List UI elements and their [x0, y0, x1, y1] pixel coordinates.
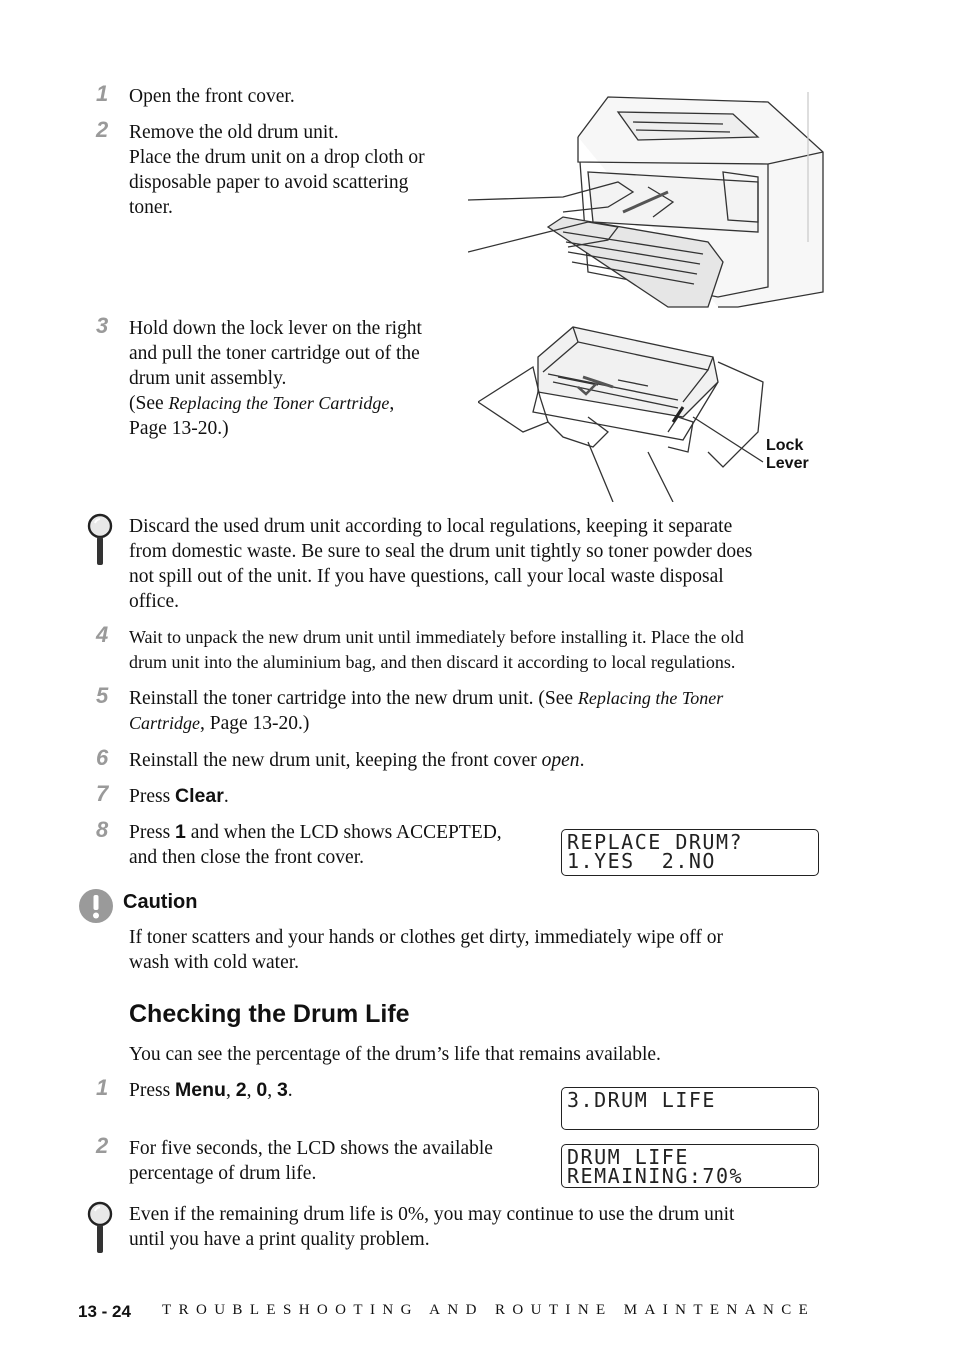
lcd-display-replace-drum [561, 829, 819, 876]
lcd-line: REMAINING:70% [567, 1164, 744, 1188]
see-suffix: , [389, 393, 395, 414]
lcd-line: DRUM LIFE [567, 1145, 689, 1169]
step-line-text: Reinstall the new drum unit, keeping the front cover [129, 750, 542, 771]
printer-front-cover-illustration [468, 92, 830, 314]
step-number: 2 [96, 117, 109, 142]
step-line-text: Press [129, 786, 176, 807]
note-line: from domestic waste. Be sure to seal the drum unit tightly so toner powder does [129, 541, 753, 562]
key-name: 0 [256, 1079, 268, 1101]
step-number: 4 [96, 622, 109, 647]
caption-line: Lever [766, 455, 809, 472]
step-number: 5 [96, 683, 109, 708]
step-number: 1 [96, 81, 109, 106]
step-line [129, 391, 422, 416]
step-number: 1 [96, 1075, 109, 1100]
note-line: until you have a print quality problem. [129, 1229, 430, 1250]
cross-reference: Replacing the Toner [577, 688, 724, 708]
step-text [129, 686, 723, 736]
step-line: toner. [129, 197, 173, 218]
key-name: 2 [235, 1079, 247, 1101]
note-text [129, 1202, 734, 1252]
step-text [129, 120, 425, 220]
step-line-text: . [287, 1080, 293, 1101]
caution-icon [78, 888, 114, 924]
caution-line: If toner scatters and your hands or clothes get dirty, immediately wipe off or [129, 927, 724, 948]
caution-line: wash with cold water. [129, 952, 300, 973]
step-line-text: . [579, 750, 585, 771]
chapter-title: TROUBLESHOOTING AND ROUTINE MAINTENANCE [162, 1302, 816, 1318]
step-line [129, 711, 723, 736]
step-line: Page 13-20.) [129, 418, 229, 439]
lcd-line: 3.DRUM LIFE [567, 1088, 716, 1112]
step-line-text: Press [129, 1080, 176, 1101]
separator: , [267, 1080, 277, 1101]
lcd-line: REPLACE DRUM? [567, 830, 744, 854]
magnifier-note-icon [86, 1200, 114, 1256]
step-line-text: . [223, 786, 229, 807]
see-prefix: (See [129, 393, 169, 414]
emphasis: open [541, 750, 580, 771]
step-line [129, 686, 723, 711]
step-line: For five seconds, the LCD shows the available [129, 1138, 493, 1159]
key-name: Clear [175, 785, 224, 807]
step-line: Place the drum unit on a drop cloth or [129, 147, 425, 168]
step-line: and then close the front cover. [129, 847, 364, 868]
separator: , [225, 1080, 236, 1101]
magnifier-note-icon [86, 512, 114, 568]
step-line: Open the front cover. [129, 86, 295, 107]
step-line [129, 820, 502, 845]
caution-title: Caution [123, 891, 198, 913]
note-line: not spill out of the unit. If you have questions, call your local waste disposal [129, 566, 724, 587]
section-heading: Checking the Drum Life [129, 1000, 410, 1028]
note-line: office. [129, 591, 179, 612]
step-line [129, 1078, 293, 1103]
step-number: 7 [96, 781, 109, 806]
step-text [129, 748, 584, 773]
step-line-text: , Page 13-20.) [200, 713, 310, 734]
step-line [129, 748, 584, 773]
caption-line: Lock [766, 437, 804, 454]
caution-text [129, 925, 723, 975]
step-line: Hold down the lock lever on the right [129, 318, 422, 339]
step-line [129, 784, 229, 809]
step-line: percentage of drum life. [129, 1163, 317, 1184]
note-text [129, 514, 752, 614]
step-line: drum unit into the aluminium bag, and then discard it according to local regulations. [129, 652, 736, 672]
step-line: drum unit assembly. [129, 368, 287, 389]
step-text [129, 1078, 293, 1103]
cross-reference: Replacing the Toner Cartridge [168, 393, 390, 413]
separator: , [246, 1080, 257, 1101]
step-line-text: and when the LCD shows ACCEPTED, [185, 822, 502, 843]
step-text [129, 1136, 493, 1186]
step-line: disposable paper to avoid scattering [129, 172, 409, 193]
lcd-display-drum-life [561, 1087, 819, 1130]
step-line: Wait to unpack the new drum unit until immediately before installing it. Place the old [129, 627, 744, 647]
lcd-line: 1.YES 2.NO [567, 849, 716, 873]
step-text [129, 625, 744, 675]
step-text [129, 784, 229, 809]
note-line: Discard the used drum unit according to local regulations, keeping it separate [129, 516, 733, 537]
page-number: 13 - 24 [78, 1302, 131, 1321]
intro-line: You can see the percentage of the drum’s life that remains available. [129, 1044, 661, 1065]
step-number: 8 [96, 817, 109, 842]
lock-lever-caption [766, 437, 809, 473]
key-name: 1 [175, 821, 186, 843]
section-intro [129, 1042, 661, 1067]
step-number: 3 [96, 313, 109, 338]
drum-unit-illustration [478, 322, 766, 502]
step-line-text: Reinstall the toner cartridge into the new drum unit. (See [129, 688, 578, 709]
step-text [129, 820, 502, 870]
key-name: Menu [175, 1079, 226, 1101]
step-line-text: Press [129, 822, 176, 843]
key-name: 3 [276, 1079, 288, 1101]
step-line: Remove the old drum unit. [129, 122, 339, 143]
note-line: Even if the remaining drum life is 0%, you may continue to use the drum unit [129, 1204, 735, 1225]
step-number: 2 [96, 1133, 109, 1158]
step-text [129, 84, 295, 109]
step-line: and pull the toner cartridge out of the [129, 343, 420, 364]
lcd-display-remaining [561, 1144, 819, 1188]
cross-reference: Cartridge [129, 713, 201, 733]
step-number: 6 [96, 745, 109, 770]
step-text [129, 316, 422, 441]
